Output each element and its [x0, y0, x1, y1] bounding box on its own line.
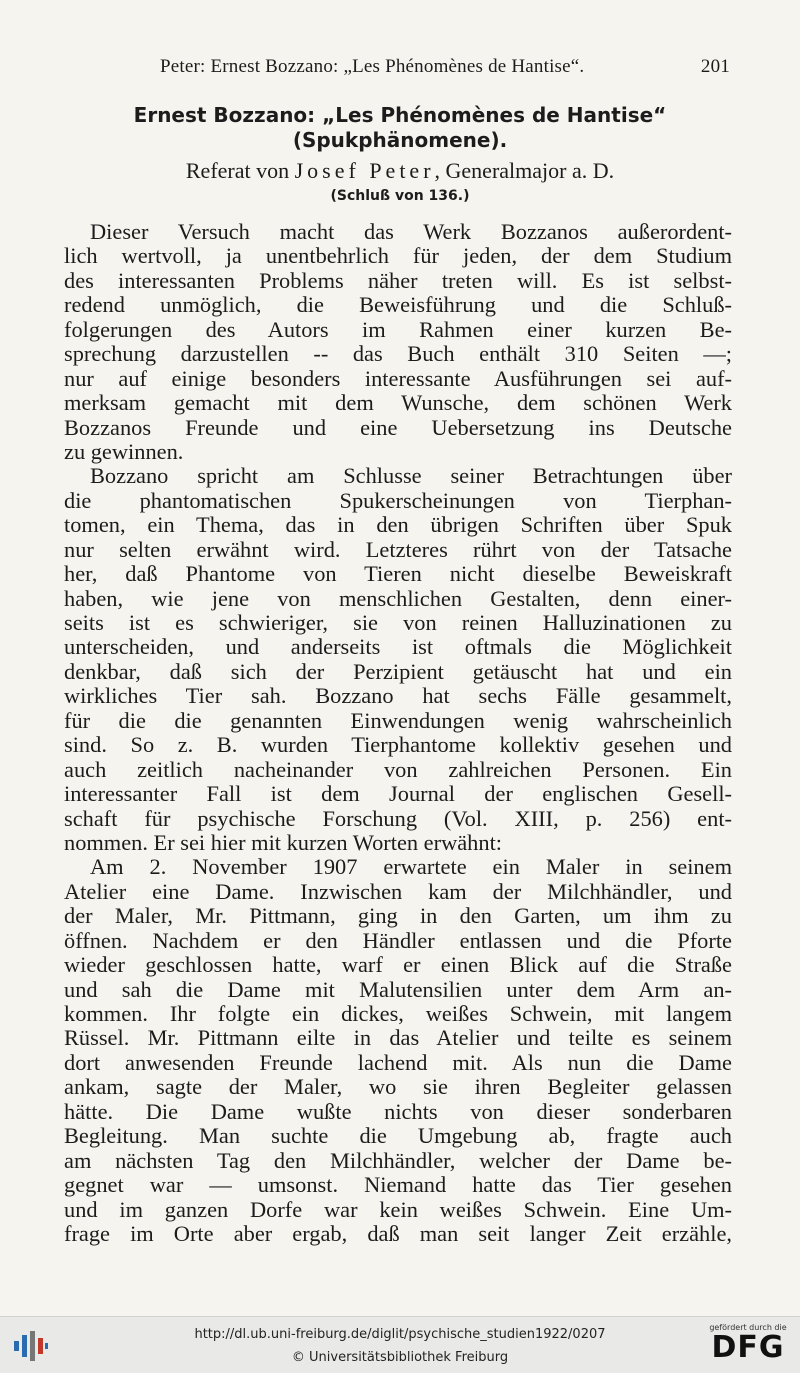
text-line: dort anwesenden Freunde lachend mit. Als nun die Dame	[64, 1050, 732, 1075]
text-line: haben, wie jene von menschlichen Gestalten, denn einer-	[64, 586, 732, 611]
byline	[0, 158, 800, 184]
text-line: Rüssel. Mr. Pittmann eilte in das Atelier und teilte es seinem	[64, 1026, 732, 1051]
text-line: frage im Orte aber ergab, daß man seit langer Zeit erzähle,	[64, 1221, 732, 1246]
text-line: für die die genannten Einwendungen wenig wahrscheinlich	[64, 708, 732, 733]
text-line: und im ganzen Dorfe war kein weißes Schwein. Eine Um-	[64, 1197, 732, 1222]
dfg-wordmark: DFG	[711, 1330, 785, 1365]
body-text	[64, 220, 732, 1246]
text-line: folgerungen des Autors im Rahmen einer kurzen Be-	[64, 317, 732, 342]
text-line: wirkliches Tier sah. Bozzano hat sechs Fälle gesammelt,	[64, 684, 732, 709]
running-head-title: Peter: Ernest Bozzano: „Les Phénomènes de Hantise“.	[160, 56, 585, 77]
text-line: gegnet war — umsonst. Niemand hatte das Tier gesehen	[64, 1173, 732, 1198]
text-line: nur auf einige besonders interessante Ausführungen sei auf-	[64, 366, 732, 391]
text-line: lich wertvoll, ja unentbehrlich für jeden, der dem Studium	[64, 244, 732, 269]
page-number: 201	[700, 56, 730, 77]
text-line: zu gewinnen.	[64, 439, 184, 464]
text-line: Atelier eine Dame. Inzwischen kam der Milchhändler, und	[64, 879, 732, 904]
copyright-notice: © Universitätsbibliothek Freiburg	[291, 1350, 509, 1365]
author-name: Josef Peter	[294, 158, 435, 183]
article-title: Ernest Bozzano: „Les Phénomènes de Hantise“	[133, 103, 667, 127]
permalink-url[interactable]: http://dl.ub.uni-freiburg.de/diglit/psychische_studien1922/0207	[194, 1327, 606, 1342]
text-line: merksam gemacht mit dem Wunsche, dem schönen Werk	[64, 391, 732, 416]
text-line: redend unmöglich, die Beweisführung und die Schluß-	[64, 293, 732, 318]
dfg-logo	[704, 1323, 792, 1369]
text-line: kommen. Ihr folgte ein dickes, weißes Schwein, mit langem	[64, 1002, 732, 1026]
article-subtitle: (Spukphänomene).	[292, 128, 508, 152]
text-line: die phantomatischen Spukerscheinungen von Tierphan-	[64, 488, 732, 513]
text-line: nur selten erwähnt wird. Letzteres rührt von der Tatsache	[64, 537, 732, 562]
text-line: ankam, sagte der Maler, wo sie ihren Begleiter gelassen	[64, 1075, 732, 1100]
text-line: Bozzanos Freunde und eine Uebersetzung ins Deutsche	[64, 415, 732, 440]
text-line: nommen. Er sei hier mit kurzen Worten erwähnt:	[64, 830, 503, 855]
text-line: und sah die Dame mit Malutensilien unter dem Arm an-	[64, 977, 732, 1002]
continuation-note: (Schluß von 136.)	[330, 188, 470, 204]
text-line: tomen, ein Thema, das in den übrigen Schriften über Spuk	[64, 513, 732, 538]
running-head	[160, 56, 730, 82]
viewer-footer	[0, 1316, 800, 1373]
text-line: hätte. Die Dame wußte nichts von dieser sonderbaren	[64, 1099, 732, 1124]
text-line: des interessanten Problems näher treten will. Es ist selbst-	[64, 268, 732, 293]
text-line: Begleitung. Man suchte die Umgebung ab, fragte auch	[64, 1124, 732, 1149]
dfg-caption: gefördert durch die	[709, 1323, 787, 1332]
text-line: Am 2. November 1907 erwartete ein Maler in seinem	[90, 855, 732, 880]
text-line: denkbar, daß sich der Perzipient getäuscht hat und ein	[64, 659, 732, 684]
byline-suffix: , Generalmajor a. D.	[434, 158, 615, 183]
text-line: interessanter Fall ist dem Journal der englischen Gesell-	[64, 782, 732, 807]
byline-prefix: Referat von	[185, 158, 295, 183]
text-line: am nächsten Tag den Milchhändler, welcher der Dame be-	[64, 1148, 732, 1173]
text-line: der Maler, Mr. Pittmann, ging in den Garten, um ihm zu	[64, 904, 732, 929]
text-line: auch zeitlich nacheinander von zahlreichen Personen. Ein	[64, 757, 732, 782]
text-line: wieder geschlossen hatte, warf er einen Blick auf die Straße	[64, 953, 732, 978]
text-line: seits ist es schwieriger, sie von reinen Halluzinationen zu	[64, 611, 732, 635]
text-line: unterscheiden, und anderseits ist oftmals die Möglichkeit	[64, 635, 732, 660]
text-line: sprechung darzustellen -- das Buch enthält 310 Seiten —;	[64, 342, 732, 367]
text-line: Bozzano spricht am Schlusse seiner Betrachtungen über	[90, 464, 732, 489]
text-line: her, daß Phantome von Tieren nicht dieselbe Beweiskraft	[64, 562, 732, 587]
text-line: öffnen. Nachdem er den Händler entlassen und die Pforte	[64, 928, 732, 953]
text-line: Dieser Versuch macht das Werk Bozzanos außerordent-	[90, 220, 732, 244]
text-line: sind. So z. B. wurden Tierphantome kollektiv gesehen und	[64, 733, 732, 758]
text-line: schaft für psychische Forschung (Vol. XIII, p. 256) ent-	[64, 806, 732, 831]
